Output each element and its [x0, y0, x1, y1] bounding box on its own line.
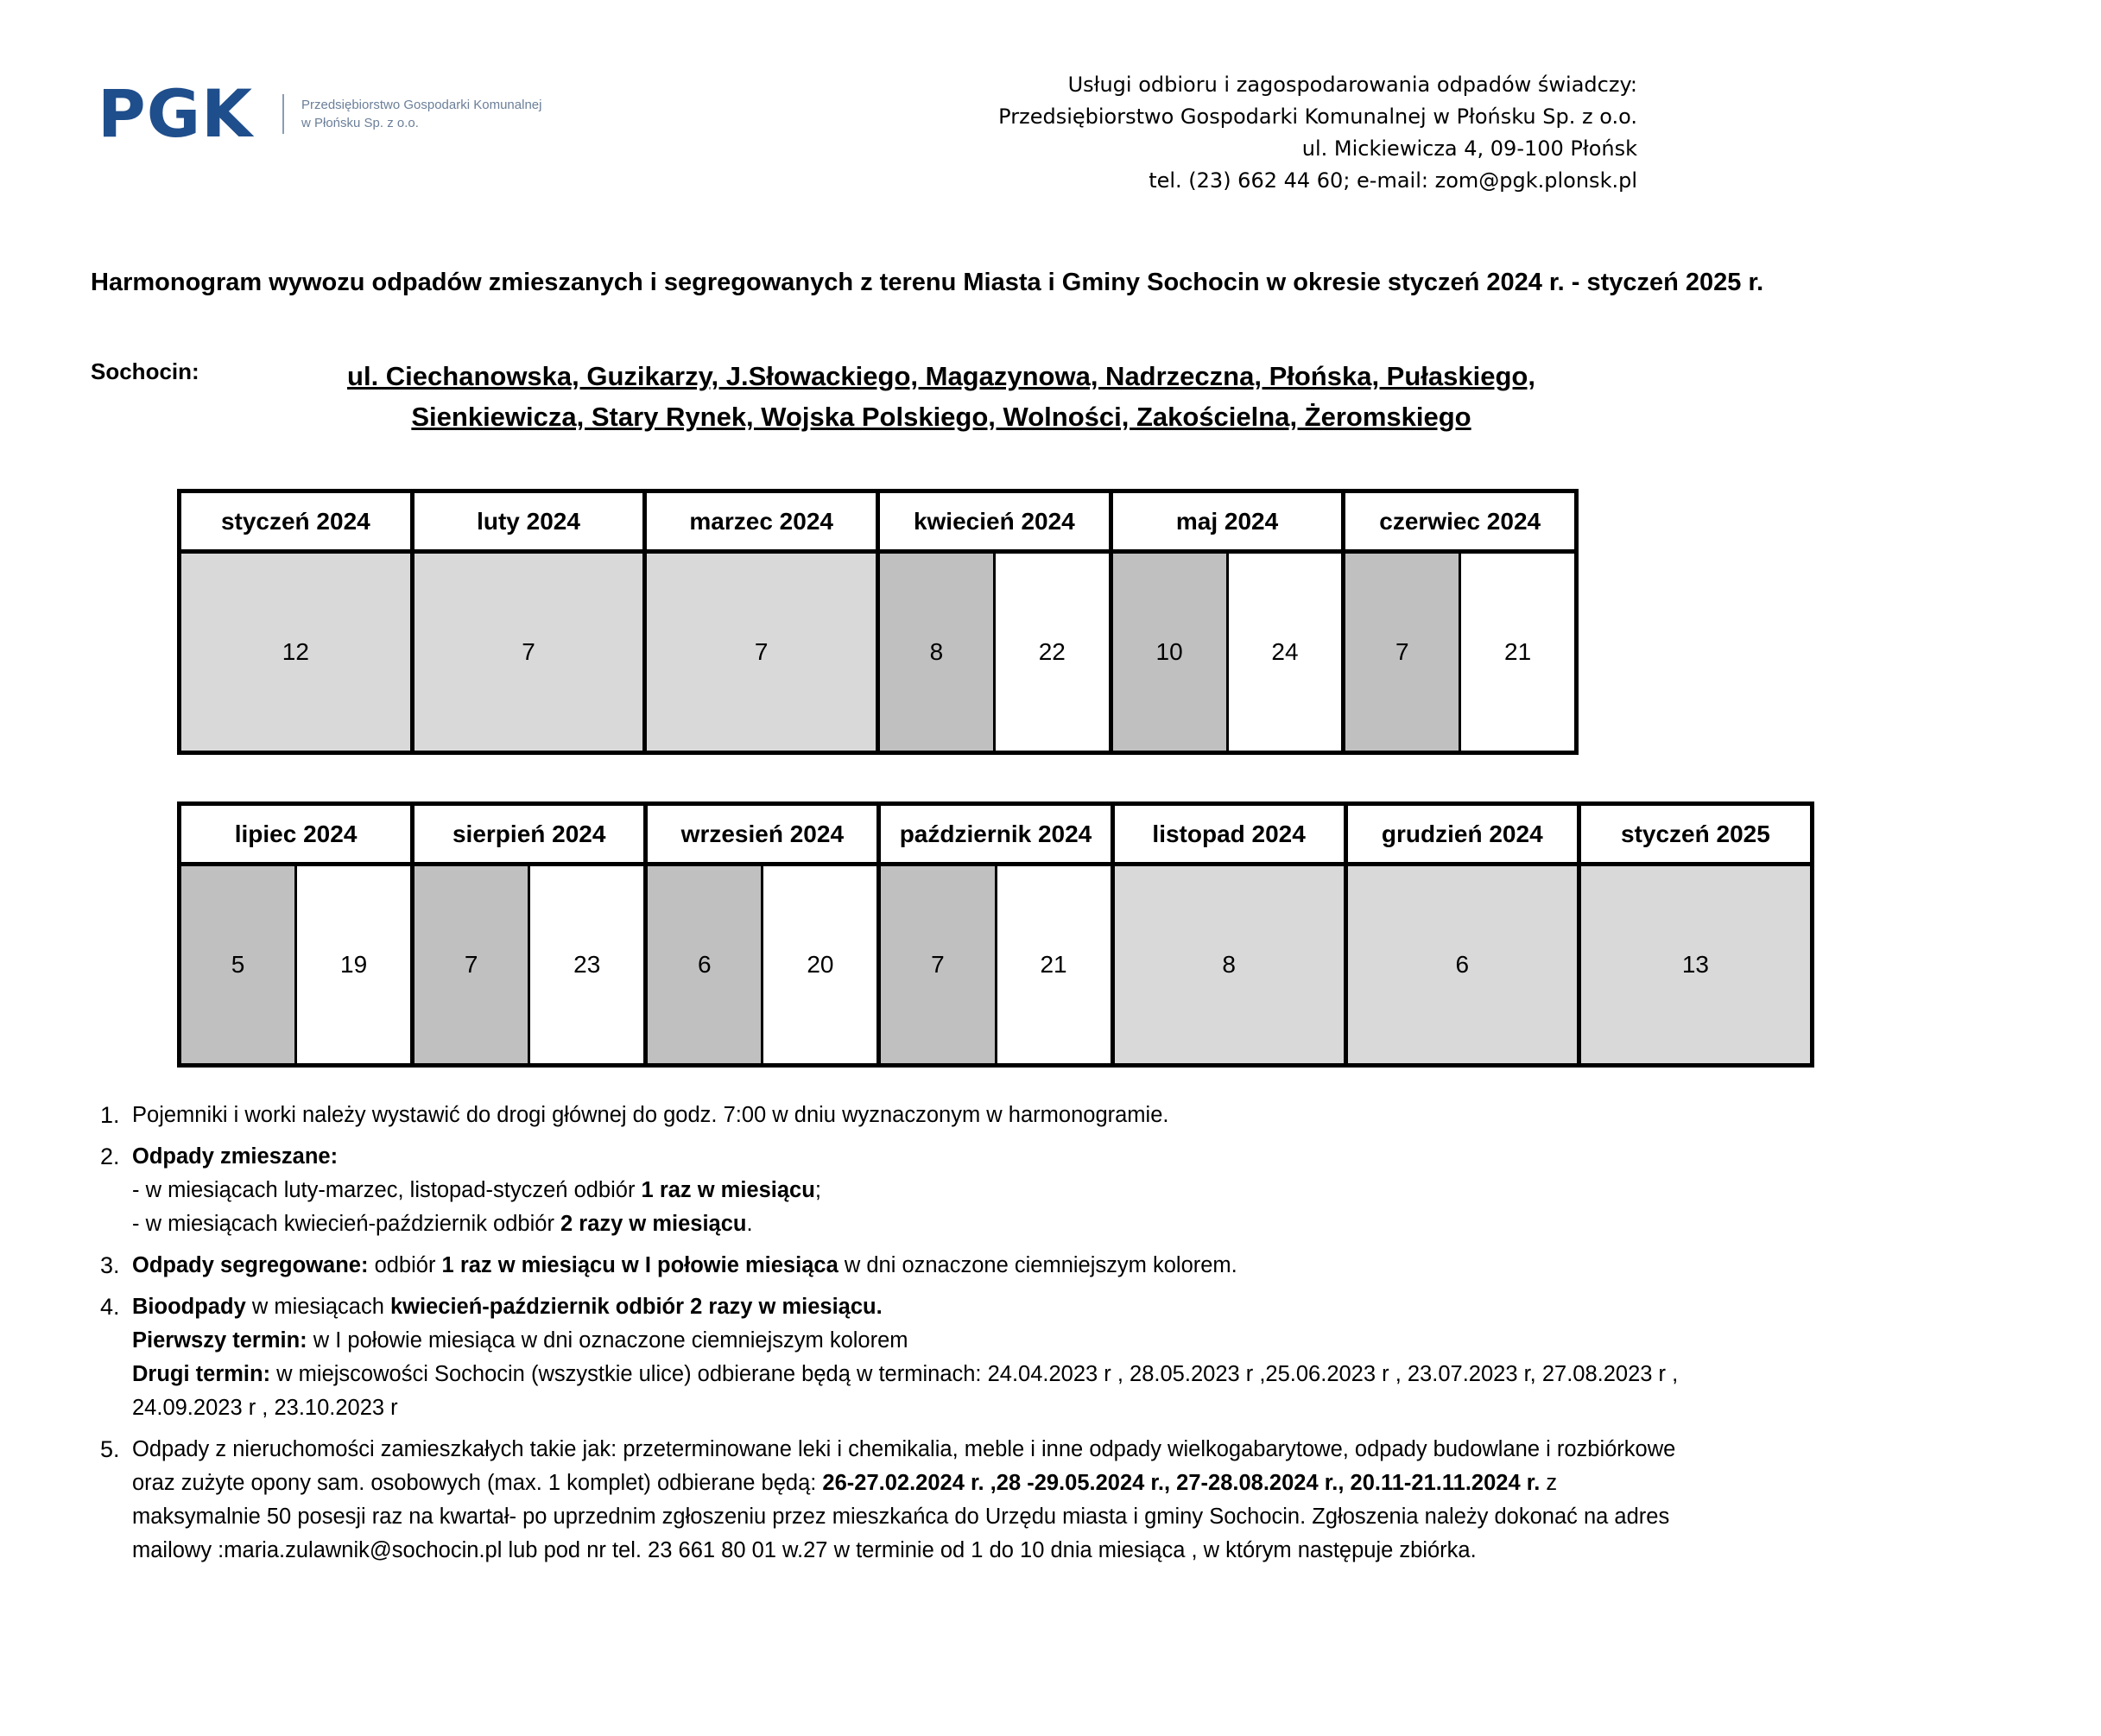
note-number: 5.: [100, 1436, 120, 1462]
month-header: wrzesień 2024: [648, 806, 876, 866]
note-heading: Bioodpady: [132, 1295, 246, 1319]
document-title: Harmonogram wywozu odpadów zmieszanych i segregowanych z terenu Miasta i Gminy Sochocin w okresie styczeń 2024 r. - styczeń 2025 r.: [91, 269, 1764, 296]
note-text: Odpady z nieruchomości zamieszkałych takie jak: przeterminowane leki i chemikalia, meble i inne odpady wielkogabarytowe, odpady budowlane i rozbiórkowe: [132, 1437, 1676, 1461]
note-emphasis: kwiecień-październik odbiór 2 razy w miesiącu.: [389, 1295, 883, 1319]
pgk-logo: [98, 75, 542, 152]
provider-line-4: tel. (23) 662 44 60; e-mail: zom@pgk.plonsk.pl: [1149, 168, 1637, 193]
month-column: [881, 806, 1114, 1063]
note-text: w I połowie miesiąca w dni oznaczone ciemniejszym kolorem: [307, 1328, 908, 1353]
street-list-line-2: Sienkiewicza, Stary Rynek, Wojska Polskiego, Wolności, Zakościelna, Żeromskiego: [411, 402, 1471, 432]
month-header: marzec 2024: [647, 493, 876, 554]
month-header: styczeń 2025: [1581, 806, 1810, 866]
note-2: [100, 1140, 1741, 1241]
month-column: [415, 493, 648, 751]
note-text: 24.09.2023 r , 23.10.2023 r: [132, 1396, 398, 1420]
month-column: [1345, 493, 1574, 751]
month-column: [1581, 806, 1810, 1063]
street-list: [328, 356, 1554, 437]
note-text: z: [1540, 1471, 1558, 1495]
note-3: [100, 1249, 1741, 1283]
note-number: 4.: [100, 1294, 120, 1320]
note-text: maksymalnie 50 posesji raz na kwartał- po uprzednim zgłoszeniu przez mieszkańca do Urzędu miasta i gminy Sochocin. Zgłoszenia należy dokonać na adres: [132, 1505, 1670, 1529]
month-header: kwiecień 2024: [880, 493, 1109, 554]
note-text: oraz zużyte opony sam. osobowych (max. 1 komplet) odbierane będą:: [132, 1471, 823, 1495]
note-subheading: Drugi termin:: [132, 1362, 271, 1386]
pickup-day-first: 5: [181, 866, 294, 1063]
pickup-day-first: 7: [1345, 554, 1459, 751]
pickup-day-second: 24: [1226, 554, 1342, 751]
note-number: 1.: [100, 1102, 120, 1128]
month-column: [647, 493, 880, 751]
month-column: [1348, 806, 1581, 1063]
month-column: [181, 806, 415, 1063]
logo-mark: PGK: [98, 75, 253, 152]
note-1: [100, 1099, 1741, 1132]
pickup-day-second: 21: [1459, 554, 1574, 751]
pickup-day: 7: [647, 554, 876, 751]
month-column: [1115, 806, 1348, 1063]
month-header: styczeń 2024: [181, 493, 410, 554]
pickup-day-second: 21: [995, 866, 1111, 1063]
note-emphasis: 1 raz w miesiącu w I połowie miesiąca: [441, 1253, 839, 1277]
month-header: sierpień 2024: [415, 806, 643, 866]
note-number: 2.: [100, 1144, 120, 1169]
month-header: maj 2024: [1113, 493, 1342, 554]
pickup-day-first: 8: [880, 554, 993, 751]
month-column: [1113, 493, 1346, 751]
pickup-day-second: 20: [761, 866, 876, 1063]
month-column: [181, 493, 415, 751]
month-header: lipiec 2024: [181, 806, 410, 866]
note-text: mailowy :maria.zulawnik@sochocin.pl lub pod nr tel. 23 661 80 01 w.27 w terminie od 1 do 10 dnia miesiąca , w którym następuje zbiórka.: [132, 1538, 1477, 1562]
notes-list: [100, 1099, 1741, 1575]
note-text: - w miesiącach luty-marzec, listopad-styczeń odbiór: [132, 1178, 642, 1202]
month-header: październik 2024: [881, 806, 1110, 866]
note-subheading: Pierwszy termin:: [132, 1328, 307, 1353]
logo-separator: [282, 94, 284, 134]
month-column: [415, 806, 648, 1063]
note-emphasis: 1 raz w miesiącu: [641, 1178, 815, 1202]
note-emphasis: 26-27.02.2024 r. ,28 -29.05.2024 r., 27-28.08.2024 r., 20.11-21.11.2024 r.: [822, 1471, 1541, 1495]
pickup-day-first: 6: [648, 866, 761, 1063]
month-header: luty 2024: [415, 493, 643, 554]
month-column: [880, 493, 1113, 751]
pickup-day-second: 23: [528, 866, 643, 1063]
pickup-day: 12: [181, 554, 410, 751]
note-text: ;: [814, 1178, 821, 1202]
note-5: [100, 1433, 1741, 1568]
pickup-day-first: 7: [881, 866, 994, 1063]
month-header: grudzień 2024: [1348, 806, 1577, 866]
note-text: w miesiącach: [245, 1295, 390, 1319]
pickup-day-second: 22: [993, 554, 1109, 751]
pickup-day-first: 7: [415, 866, 528, 1063]
calendar-table-2: [177, 801, 1814, 1068]
note-heading: Odpady zmieszane:: [132, 1144, 339, 1169]
note-text: w dni oznaczone ciemniejszym kolorem.: [838, 1253, 1237, 1277]
provider-line-3: ul. Mickiewicza 4, 09-100 Płońsk: [1301, 136, 1637, 161]
pickup-day: 7: [415, 554, 643, 751]
pickup-day-second: 19: [294, 866, 410, 1063]
calendar-table-1: [177, 489, 1579, 755]
provider-line-1: Usługi odbioru i zagospodarowania odpadów świadczy:: [1067, 73, 1637, 97]
note-text: w miejscowości Sochocin (wszystkie ulice) odbierane będą w terminach: 24.04.2023 r , 28.05.2023 r ,25.06.2023 r , 23.07.2023 r, 27.08.2023 r ,: [270, 1362, 1679, 1386]
street-list-line-1: ul. Ciechanowska, Guzikarzy, J.Słowackiego, Magazynowa, Nadrzeczna, Płońska, Pułaskiego,: [347, 361, 1535, 391]
pickup-day-first: 10: [1113, 554, 1226, 751]
pickup-day: 8: [1115, 866, 1344, 1063]
provider-info: [998, 69, 1637, 197]
provider-line-2: Przedsiębiorstwo Gospodarki Komunalnej w Płońsku Sp. z o.o.: [998, 105, 1637, 129]
pickup-day: 6: [1348, 866, 1577, 1063]
note-text: .: [746, 1212, 753, 1236]
logo-line-2: w Płońsku Sp. z o.o.: [301, 116, 419, 130]
month-column: [648, 806, 881, 1063]
note-text: odbiór: [368, 1253, 442, 1277]
note-emphasis: 2 razy w miesiącu: [560, 1212, 747, 1236]
month-header: listopad 2024: [1115, 806, 1344, 866]
logo-text: [301, 96, 541, 132]
month-header: czerwiec 2024: [1345, 493, 1574, 554]
logo-line-1: Przedsiębiorstwo Gospodarki Komunalnej: [301, 98, 542, 112]
note-heading: Odpady segregowane:: [132, 1253, 369, 1277]
town-label: Sochocin:: [91, 358, 199, 384]
pickup-day: 13: [1581, 866, 1810, 1063]
note-text: Pojemniki i worki należy wystawić do drogi głównej do godz. 7:00 w dniu wyznaczonym w harmonogramie.: [132, 1103, 1169, 1127]
note-4: [100, 1290, 1741, 1425]
note-text: - w miesiącach kwiecień-październik odbiór: [132, 1212, 561, 1236]
note-number: 3.: [100, 1252, 120, 1278]
